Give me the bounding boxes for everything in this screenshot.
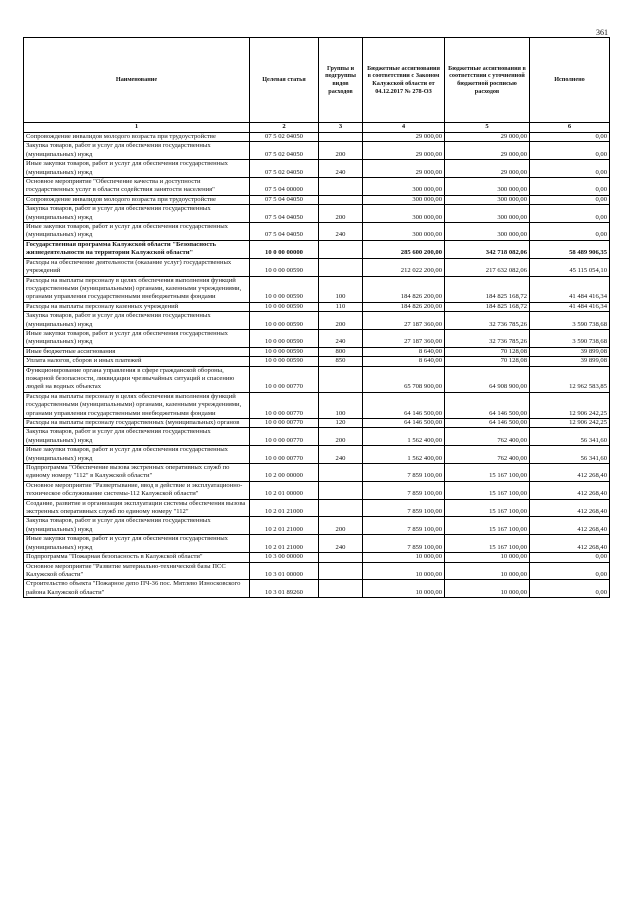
- row-expense-group: [319, 240, 363, 258]
- row-executed-amount: 0,00: [530, 160, 610, 178]
- header-expense-groups: Группы и подгруппы видов расходов: [319, 38, 363, 123]
- row-law-amount: 300 000,00: [363, 178, 445, 196]
- row-expense-group: 200: [319, 517, 363, 535]
- row-law-amount: 29 000,00: [363, 142, 445, 160]
- table-row: [24, 499, 610, 517]
- row-expense-group: 240: [319, 160, 363, 178]
- row-executed-amount: 56 341,60: [530, 428, 610, 446]
- row-target-code: 07 5 04 00000: [250, 178, 319, 196]
- row-name: Расходы на выплаты персоналу в целях обеспечения выполнения функций государственными (муниципальными) органами, казенными учреждениями, органами управления государственными внебюджетными фондами: [24, 392, 250, 418]
- row-expense-group: [319, 133, 363, 142]
- row-name: Расходы на выплаты персоналу казенных учреждений: [24, 302, 250, 311]
- row-law-amount: 27 187 360,00: [363, 312, 445, 330]
- row-target-code: 07 5 02 04050: [250, 160, 319, 178]
- header-row: [24, 38, 610, 123]
- row-law-amount: 8 640,00: [363, 357, 445, 366]
- row-name: Закупка товаров, работ и услуг для обеспечения государственных (муниципальных) нужд: [24, 517, 250, 535]
- row-law-amount: 29 000,00: [363, 133, 445, 142]
- row-updated-amount: 29 000,00: [445, 142, 530, 160]
- row-target-code: 10 0 00 00770: [250, 446, 319, 464]
- table-row: [24, 347, 610, 356]
- row-expense-group: 100: [319, 392, 363, 418]
- row-expense-group: 100: [319, 276, 363, 302]
- row-law-amount: 10 000,00: [363, 580, 445, 598]
- column-number: 4: [363, 123, 445, 133]
- row-expense-group: [319, 553, 363, 562]
- table-row: [24, 535, 610, 553]
- row-target-code: 10 3 01 89260: [250, 580, 319, 598]
- row-target-code: 10 0 00 00590: [250, 329, 319, 347]
- row-target-code: 10 0 00 00590: [250, 302, 319, 311]
- row-law-amount: 212 022 200,00: [363, 258, 445, 276]
- row-updated-amount: 32 736 785,26: [445, 312, 530, 330]
- table-row: [24, 481, 610, 499]
- row-executed-amount: 0,00: [530, 205, 610, 223]
- table-row: [24, 258, 610, 276]
- table-row: [24, 357, 610, 366]
- row-expense-group: [319, 481, 363, 499]
- row-updated-amount: 15 167 100,00: [445, 464, 530, 482]
- row-updated-amount: 64 146 500,00: [445, 419, 530, 428]
- row-name: Иные закупки товаров, работ и услуг для обеспечения государственных (муниципальных) нужд: [24, 223, 250, 241]
- row-expense-group: 850: [319, 357, 363, 366]
- row-executed-amount: 41 484 416,34: [530, 276, 610, 302]
- row-expense-group: 200: [319, 142, 363, 160]
- row-expense-group: 240: [319, 329, 363, 347]
- row-law-amount: 8 640,00: [363, 347, 445, 356]
- row-name: Строительство объекта "Пожарное депо ПЧ-36 пос. Мятлево Износковского района Калужской области": [24, 580, 250, 598]
- row-law-amount: 7 859 100,00: [363, 535, 445, 553]
- row-law-amount: 10 000,00: [363, 553, 445, 562]
- row-target-code: 10 0 00 00770: [250, 366, 319, 392]
- row-executed-amount: 0,00: [530, 562, 610, 580]
- row-updated-amount: 15 167 100,00: [445, 517, 530, 535]
- table-row: [24, 392, 610, 418]
- table-row: [24, 446, 610, 464]
- header-name: Наименование: [24, 38, 250, 123]
- row-executed-amount: 412 268,40: [530, 517, 610, 535]
- row-law-amount: 300 000,00: [363, 223, 445, 241]
- row-updated-amount: 300 000,00: [445, 195, 530, 204]
- row-executed-amount: 58 489 906,35: [530, 240, 610, 258]
- row-updated-amount: 15 167 100,00: [445, 535, 530, 553]
- row-expense-group: [319, 562, 363, 580]
- row-executed-amount: 3 590 738,68: [530, 329, 610, 347]
- row-law-amount: 184 826 200,00: [363, 302, 445, 311]
- row-name: Расходы на выплаты персоналу государственных (муниципальных) органов: [24, 419, 250, 428]
- row-updated-amount: 70 128,08: [445, 357, 530, 366]
- row-executed-amount: 412 268,40: [530, 499, 610, 517]
- row-updated-amount: 300 000,00: [445, 178, 530, 196]
- row-target-code: 07 5 02 04050: [250, 133, 319, 142]
- row-law-amount: 1 562 400,00: [363, 428, 445, 446]
- row-name: Государственная программа Калужской области "Безопасность жизнедеятельности на территории Калужской области": [24, 240, 250, 258]
- row-expense-group: 120: [319, 419, 363, 428]
- table-row: [24, 223, 610, 241]
- row-target-code: 10 3 00 00000: [250, 553, 319, 562]
- row-expense-group: [319, 580, 363, 598]
- table-row: [24, 329, 610, 347]
- row-executed-amount: 45 115 054,10: [530, 258, 610, 276]
- table-row: [24, 464, 610, 482]
- row-name: Основное мероприятие "Развитие материально-технической базы ПСС Калужской области": [24, 562, 250, 580]
- row-name: Основное мероприятие "Обеспечение качества и доступности государственных услуг в области содействия занятости населения": [24, 178, 250, 196]
- header-updated-allocations: Бюджетные ассигнования в соответствии с уточненной бюджетной росписью расходов: [445, 38, 530, 123]
- table-row: [24, 205, 610, 223]
- row-expense-group: [319, 366, 363, 392]
- row-target-code: 10 0 00 00770: [250, 428, 319, 446]
- row-executed-amount: 0,00: [530, 223, 610, 241]
- table-row: [24, 276, 610, 302]
- row-executed-amount: 0,00: [530, 553, 610, 562]
- row-law-amount: 285 600 200,00: [363, 240, 445, 258]
- row-executed-amount: 3 590 738,68: [530, 312, 610, 330]
- row-expense-group: 800: [319, 347, 363, 356]
- row-executed-amount: 412 268,40: [530, 481, 610, 499]
- column-number: 1: [24, 123, 250, 133]
- page-number: 361: [596, 28, 608, 37]
- row-name: Создание, развитие и организация эксплуатации системы обеспечения вызова экстренных оперативных служб по единому номеру "112": [24, 499, 250, 517]
- row-law-amount: 184 826 200,00: [363, 276, 445, 302]
- row-target-code: 07 5 04 04050: [250, 195, 319, 204]
- table-body: [24, 133, 610, 598]
- row-updated-amount: 10 000,00: [445, 580, 530, 598]
- row-law-amount: 7 859 100,00: [363, 499, 445, 517]
- row-law-amount: 7 859 100,00: [363, 464, 445, 482]
- row-executed-amount: 0,00: [530, 195, 610, 204]
- table-row: [24, 240, 610, 258]
- row-law-amount: 300 000,00: [363, 205, 445, 223]
- table-row: [24, 160, 610, 178]
- row-name: Подпрограмма "Обеспечение вызова экстренных оперативных служб по единому номеру "112" в Калужской области": [24, 464, 250, 482]
- header-executed: Исполнено: [530, 38, 610, 123]
- table-row: [24, 562, 610, 580]
- header-target-article: Целевая статья: [250, 38, 319, 123]
- table-row: [24, 195, 610, 204]
- row-updated-amount: 342 718 082,06: [445, 240, 530, 258]
- row-target-code: 10 0 00 00770: [250, 392, 319, 418]
- row-name: Функционирование органа управления в сфере гражданской обороны, пожарной безопасности, ликвидации чрезвычайных ситуаций и спасению людей на водных объектах: [24, 366, 250, 392]
- row-target-code: 07 5 04 04050: [250, 205, 319, 223]
- row-target-code: 10 2 01 00000: [250, 481, 319, 499]
- row-name: Иные закупки товаров, работ и услуг для обеспечения государственных (муниципальных) нужд: [24, 446, 250, 464]
- row-target-code: 07 5 02 04050: [250, 142, 319, 160]
- column-number: 6: [530, 123, 610, 133]
- row-executed-amount: 0,00: [530, 178, 610, 196]
- row-updated-amount: 70 128,08: [445, 347, 530, 356]
- row-target-code: 10 2 01 21000: [250, 517, 319, 535]
- row-executed-amount: 39 899,08: [530, 357, 610, 366]
- row-executed-amount: 412 268,40: [530, 464, 610, 482]
- row-updated-amount: 29 000,00: [445, 160, 530, 178]
- row-updated-amount: 64 146 500,00: [445, 392, 530, 418]
- row-name: Закупка товаров, работ и услуг для обеспечения государственных (муниципальных) нужд: [24, 312, 250, 330]
- row-executed-amount: 0,00: [530, 133, 610, 142]
- row-expense-group: 240: [319, 446, 363, 464]
- row-name: Основное мероприятие "Развертывание, ввод в действие и эксплуатационно-техническое обслуживание системы-112 Калужской области": [24, 481, 250, 499]
- column-number: 5: [445, 123, 530, 133]
- budget-table: [23, 37, 610, 598]
- row-target-code: 10 2 00 00000: [250, 464, 319, 482]
- row-name: Сопровождение инвалидов молодого возраста при трудоустройстве: [24, 133, 250, 142]
- table-row: [24, 580, 610, 598]
- row-name: Расходы на обеспечение деятельности (оказание услуг) государственных учреждений: [24, 258, 250, 276]
- row-updated-amount: 32 736 785,26: [445, 329, 530, 347]
- row-expense-group: 200: [319, 205, 363, 223]
- row-name: Иные закупки товаров, работ и услуг для обеспечения государственных (муниципальных) нужд: [24, 329, 250, 347]
- row-name: Расходы на выплаты персоналу в целях обеспечения выполнения функций государственными (муниципальными) органами, казенными учреждениями, органами управления государственными внебюджетными фондами: [24, 276, 250, 302]
- row-expense-group: 110: [319, 302, 363, 311]
- row-expense-group: [319, 195, 363, 204]
- row-law-amount: 1 562 400,00: [363, 446, 445, 464]
- table-row: [24, 312, 610, 330]
- row-executed-amount: 12 906 242,25: [530, 392, 610, 418]
- row-updated-amount: 184 825 168,72: [445, 276, 530, 302]
- row-executed-amount: 12 962 583,85: [530, 366, 610, 392]
- row-updated-amount: 15 167 100,00: [445, 481, 530, 499]
- row-law-amount: 65 708 900,00: [363, 366, 445, 392]
- row-name: Иные бюджетные ассигнования: [24, 347, 250, 356]
- row-name: Закупка товаров, работ и услуг для обеспечения государственных (муниципальных) нужд: [24, 142, 250, 160]
- row-updated-amount: 64 908 900,00: [445, 366, 530, 392]
- row-target-code: 10 0 00 00000: [250, 240, 319, 258]
- row-updated-amount: 10 000,00: [445, 553, 530, 562]
- row-executed-amount: 41 484 416,34: [530, 302, 610, 311]
- row-expense-group: [319, 258, 363, 276]
- table-row: [24, 133, 610, 142]
- row-expense-group: 240: [319, 223, 363, 241]
- row-target-code: 10 0 00 00590: [250, 347, 319, 356]
- row-updated-amount: 300 000,00: [445, 223, 530, 241]
- row-executed-amount: 12 906 242,25: [530, 419, 610, 428]
- row-target-code: 10 0 00 00590: [250, 312, 319, 330]
- row-name: Закупка товаров, работ и услуг для обеспечения государственных (муниципальных) нужд: [24, 428, 250, 446]
- table-row: [24, 302, 610, 311]
- table-row: [24, 366, 610, 392]
- row-updated-amount: 762 400,00: [445, 446, 530, 464]
- column-number-row: [24, 123, 610, 133]
- row-law-amount: 300 000,00: [363, 195, 445, 204]
- row-name: Сопровождение инвалидов молодого возраста при трудоустройстве: [24, 195, 250, 204]
- row-target-code: 10 0 00 00590: [250, 258, 319, 276]
- row-executed-amount: 0,00: [530, 580, 610, 598]
- row-name: Уплата налогов, сборов и иных платежей: [24, 357, 250, 366]
- row-updated-amount: 217 632 082,06: [445, 258, 530, 276]
- row-target-code: 07 5 04 04050: [250, 223, 319, 241]
- row-law-amount: 64 146 500,00: [363, 419, 445, 428]
- row-updated-amount: 762 400,00: [445, 428, 530, 446]
- row-name: Закупка товаров, работ и услуг для обеспечения государственных (муниципальных) нужд: [24, 205, 250, 223]
- row-expense-group: 240: [319, 535, 363, 553]
- table-row: [24, 142, 610, 160]
- row-updated-amount: 184 825 168,72: [445, 302, 530, 311]
- table-row: [24, 517, 610, 535]
- row-executed-amount: 412 268,40: [530, 535, 610, 553]
- row-law-amount: 64 146 500,00: [363, 392, 445, 418]
- table-row: [24, 178, 610, 196]
- table-row: [24, 428, 610, 446]
- row-target-code: 10 3 01 00000: [250, 562, 319, 580]
- header-law-allocations: Бюджетные ассигнования в соответствии с Законом Калужской области от 04.12.2017 № 278-ОЗ: [363, 38, 445, 123]
- row-expense-group: [319, 499, 363, 517]
- row-target-code: 10 2 01 21000: [250, 535, 319, 553]
- row-expense-group: 200: [319, 312, 363, 330]
- row-executed-amount: 56 341,60: [530, 446, 610, 464]
- row-law-amount: 27 187 360,00: [363, 329, 445, 347]
- row-expense-group: [319, 464, 363, 482]
- row-target-code: 10 0 00 00770: [250, 419, 319, 428]
- column-number: 3: [319, 123, 363, 133]
- column-number: 2: [250, 123, 319, 133]
- row-executed-amount: 0,00: [530, 142, 610, 160]
- row-expense-group: 200: [319, 428, 363, 446]
- row-name: Подпрограмма "Пожарная безопасность в Калужской области": [24, 553, 250, 562]
- row-updated-amount: 15 167 100,00: [445, 499, 530, 517]
- row-target-code: 10 0 00 00590: [250, 276, 319, 302]
- row-executed-amount: 39 899,08: [530, 347, 610, 356]
- row-name: Иные закупки товаров, работ и услуг для обеспечения государственных (муниципальных) нужд: [24, 535, 250, 553]
- table-row: [24, 553, 610, 562]
- row-updated-amount: 300 000,00: [445, 205, 530, 223]
- row-name: Иные закупки товаров, работ и услуг для обеспечения государственных (муниципальных) нужд: [24, 160, 250, 178]
- row-target-code: 10 2 01 21000: [250, 499, 319, 517]
- row-law-amount: 7 859 100,00: [363, 481, 445, 499]
- table-row: [24, 419, 610, 428]
- row-expense-group: [319, 178, 363, 196]
- row-updated-amount: 10 000,00: [445, 562, 530, 580]
- row-updated-amount: 29 000,00: [445, 133, 530, 142]
- row-law-amount: 7 859 100,00: [363, 517, 445, 535]
- row-target-code: 10 0 00 00590: [250, 357, 319, 366]
- row-law-amount: 10 000,00: [363, 562, 445, 580]
- row-law-amount: 29 000,00: [363, 160, 445, 178]
